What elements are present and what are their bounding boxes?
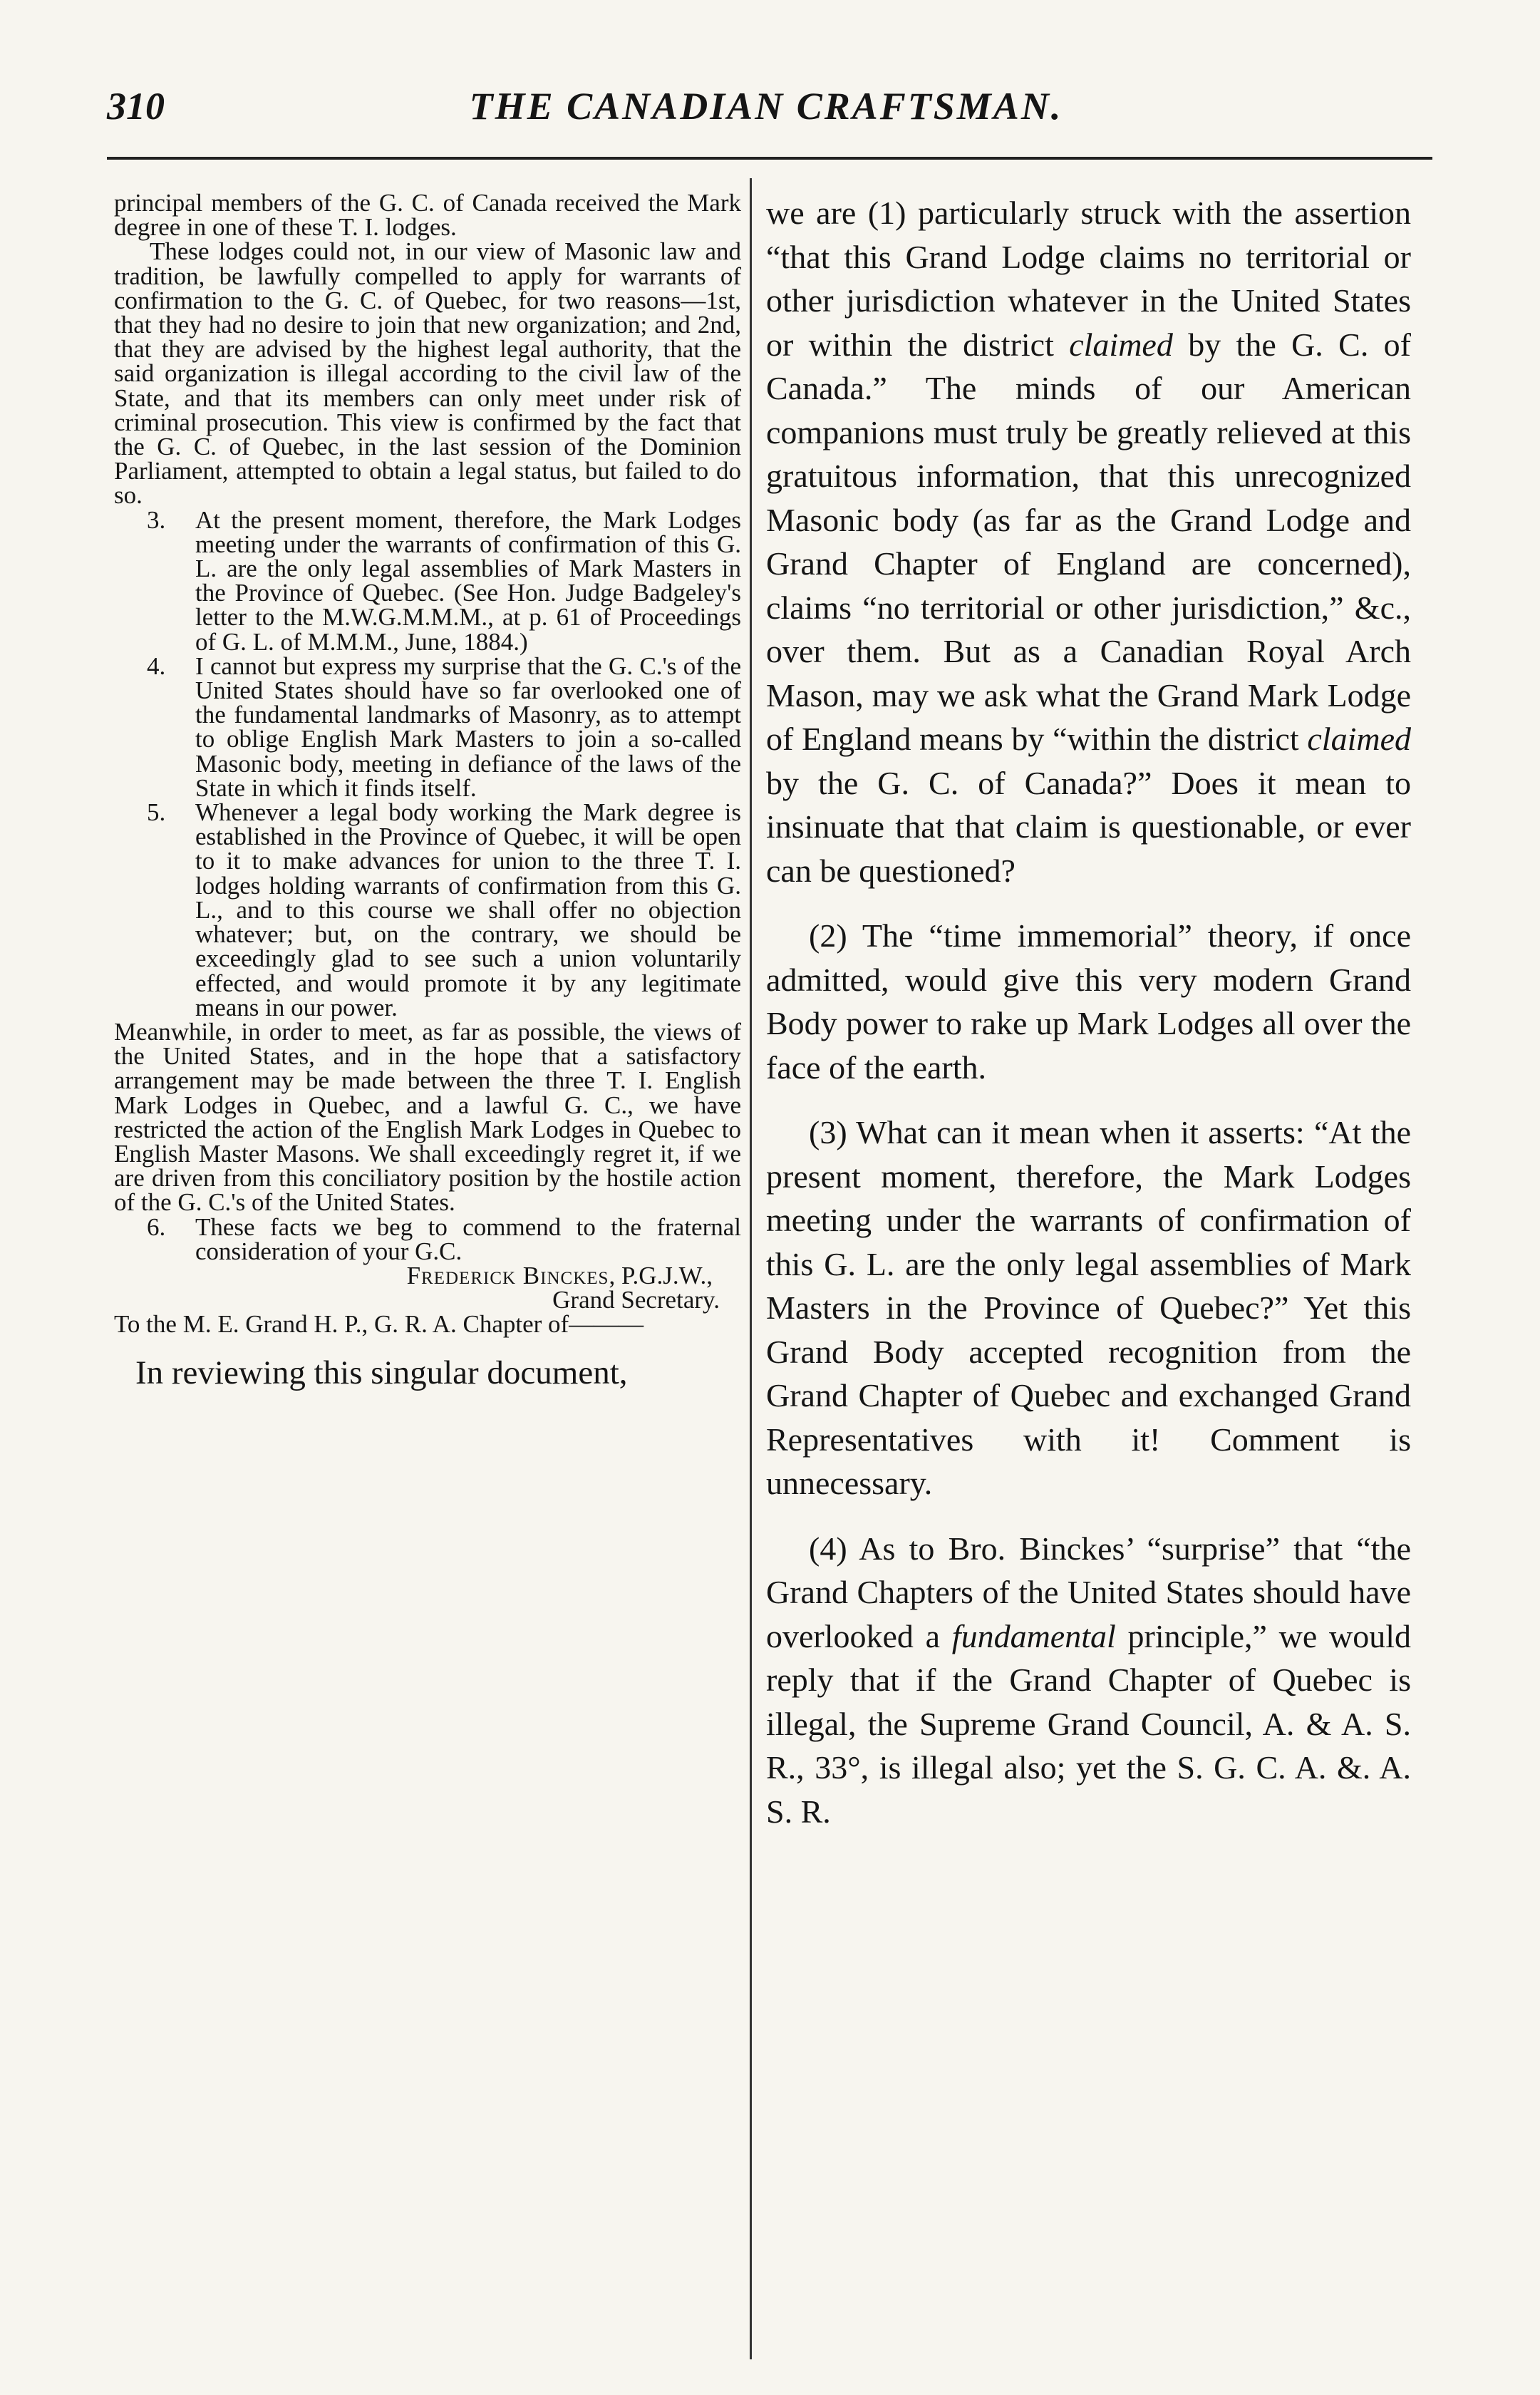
list-item	[147, 651, 741, 802]
item-text: These facts we beg to commend to the fraternal consideration of your G.C.	[195, 1212, 741, 1265]
signature	[114, 1261, 741, 1289]
text-run: principle,” we would reply that if the Grand Chapter of Quebec is illegal, the Supreme Grand Council, A. & A. S. R., 33°, is illegal also; yet the S. G. C. A. &. A. S. R.	[766, 1617, 1411, 1830]
list-item	[147, 1212, 741, 1265]
closing-line: In reviewing this singular document,	[135, 1354, 628, 1391]
text-run: (4) As to Bro. Binckes’ “surprise” that “the Grand Chapters of the United States should have overlooked a	[766, 1530, 1411, 1654]
item-text: At the present moment, therefore, the Mark Lodges meeting under the warrants of confirmation of this G. L. are the only legal assemblies of Mark Masters in the Province of Quebec. (See Hon. Judge Badgeley's letter to the M.W.G.M.M.M., at p. 61 of Proceedings of G. L. of M.M.M., June, 1884.)	[195, 505, 741, 656]
page-number: 310	[107, 85, 165, 128]
item-text: Whenever a legal body working the Mark degree is established in the Province of Quebec, it will be open to it to make advances for union to the three T. I. lodges holding warrants of confirmation from this G. L., and to this course we shall offer no objection whatever; but, on the contrary, we should be exceedingly glad to see such a union voluntarily effected, and would promote it by any legitimate means in our power.	[195, 798, 741, 1021]
emphasis: claimed	[1069, 326, 1173, 363]
numbered-list	[114, 505, 741, 1021]
paragraph-2: (2) The “time immemorial” theory, if once admitted, would give this very modern Grand Body power to rake up Mark Lodges all over the face of the earth.	[766, 917, 1411, 1086]
list-item	[147, 505, 741, 656]
right-column	[766, 191, 1411, 1833]
paragraph-meanwhile: Meanwhile, in order to meet, as far as possible, the views of the United States, and in the hope that a satisfactory arrangement may be made between the three T. I. English Mark Lodges in Quebec, and a lawful G. C., we have restricted the action of the English Mark Lodges in Quebec to English Master Masons. We shall exceedingly regret it, if we are driven from this conciliatory position by the hostile action of the G. C.'s of the United States.	[114, 1017, 741, 1217]
paragraph-3: (3) What can it mean when it asserts: “At the present moment, therefore, the Mark Lodges meeting under the warrants of confirmation of this G. L. are the only legal assemblies of Mark Masters in the Province of Quebec?” Yet this Grand Body accepted recognition from the Grand Chapter of Quebec and exchanged Grand Representatives with it! Comment is unnecessary.	[766, 1114, 1411, 1501]
left-column	[114, 191, 741, 1393]
paragraph-intro: principal members of the G. C. of Canada received the Mark degree in one of these T. I. lodges.	[114, 189, 741, 242]
signature-name: Frederick Binckes	[406, 1261, 609, 1289]
paragraph-4	[766, 1527, 1411, 1834]
item-number: 6.	[147, 1212, 166, 1241]
emphasis: claimed	[1307, 721, 1411, 757]
item-number: 5.	[147, 798, 166, 827]
page-header	[107, 84, 1425, 141]
signature-title: , P.G.J.W.,	[609, 1261, 713, 1289]
numbered-list-continued	[114, 1212, 741, 1265]
text-run: we are (1) particularly struck with the assertion “that this Grand Lodge claims no territorial or other jurisdiction whatever in the United States or within the district	[766, 195, 1411, 363]
item-number: 3.	[147, 505, 166, 534]
paragraph-1	[766, 191, 1411, 892]
running-head: THE CANADIAN CRAFTSMAN.	[469, 85, 1063, 128]
column-divider	[750, 178, 752, 2359]
item-number: 4.	[147, 651, 166, 680]
header-rule	[107, 157, 1432, 160]
paragraph-lodges: These lodges could not, in our view of Masonic law and tradition, be lawfully compelled to apply for warrants of confirmation to the G. C. of Quebec, for two reasons—1st, that they had no desire to join that new organization; and 2nd, that they are advised by the highest legal authority, that the said organization is illegal according to the civil law of the State, and that its members can only meet under risk of criminal prosecution. This view is confirmed by the fact that the G. C. of Quebec, in the last session of the Dominion Parliament, attempted to obtain a legal status, but failed to do so.	[114, 237, 741, 510]
text-run: by the G. C. of Canada?” Does it mean to insinuate that that claim is questionable, or ever can be questioned?	[766, 764, 1411, 889]
list-item	[147, 800, 741, 1020]
item-text: I cannot but express my surprise that the G. C.'s of the United States should have so far overlooked one of the fundamental landmarks of Masonry, as to attempt to oblige English Mark Masters to join a so-called Masonic body, meeting in defiance of the laws of the State in which it finds itself.	[195, 651, 741, 802]
signature-role: Grand Secretary.	[552, 1286, 720, 1314]
addressee: To the M. E. Grand H. P., G. R. A. Chapter of———	[114, 1310, 644, 1339]
text-run: by the G. C. of Canada.” The minds of our American companions must truly be greatly relieved at this gratuitous information, that this unrecognized Masonic body (as far as the Grand Lodge and Grand Chapter of England are concerned), claims “no territorial or other jurisdiction,” &c., over them. But as a Canadian Royal Arch Mason, may we ask what the Grand Mark Lodge of England means by “within the district	[766, 326, 1411, 757]
emphasis: fundamental	[951, 1617, 1116, 1654]
